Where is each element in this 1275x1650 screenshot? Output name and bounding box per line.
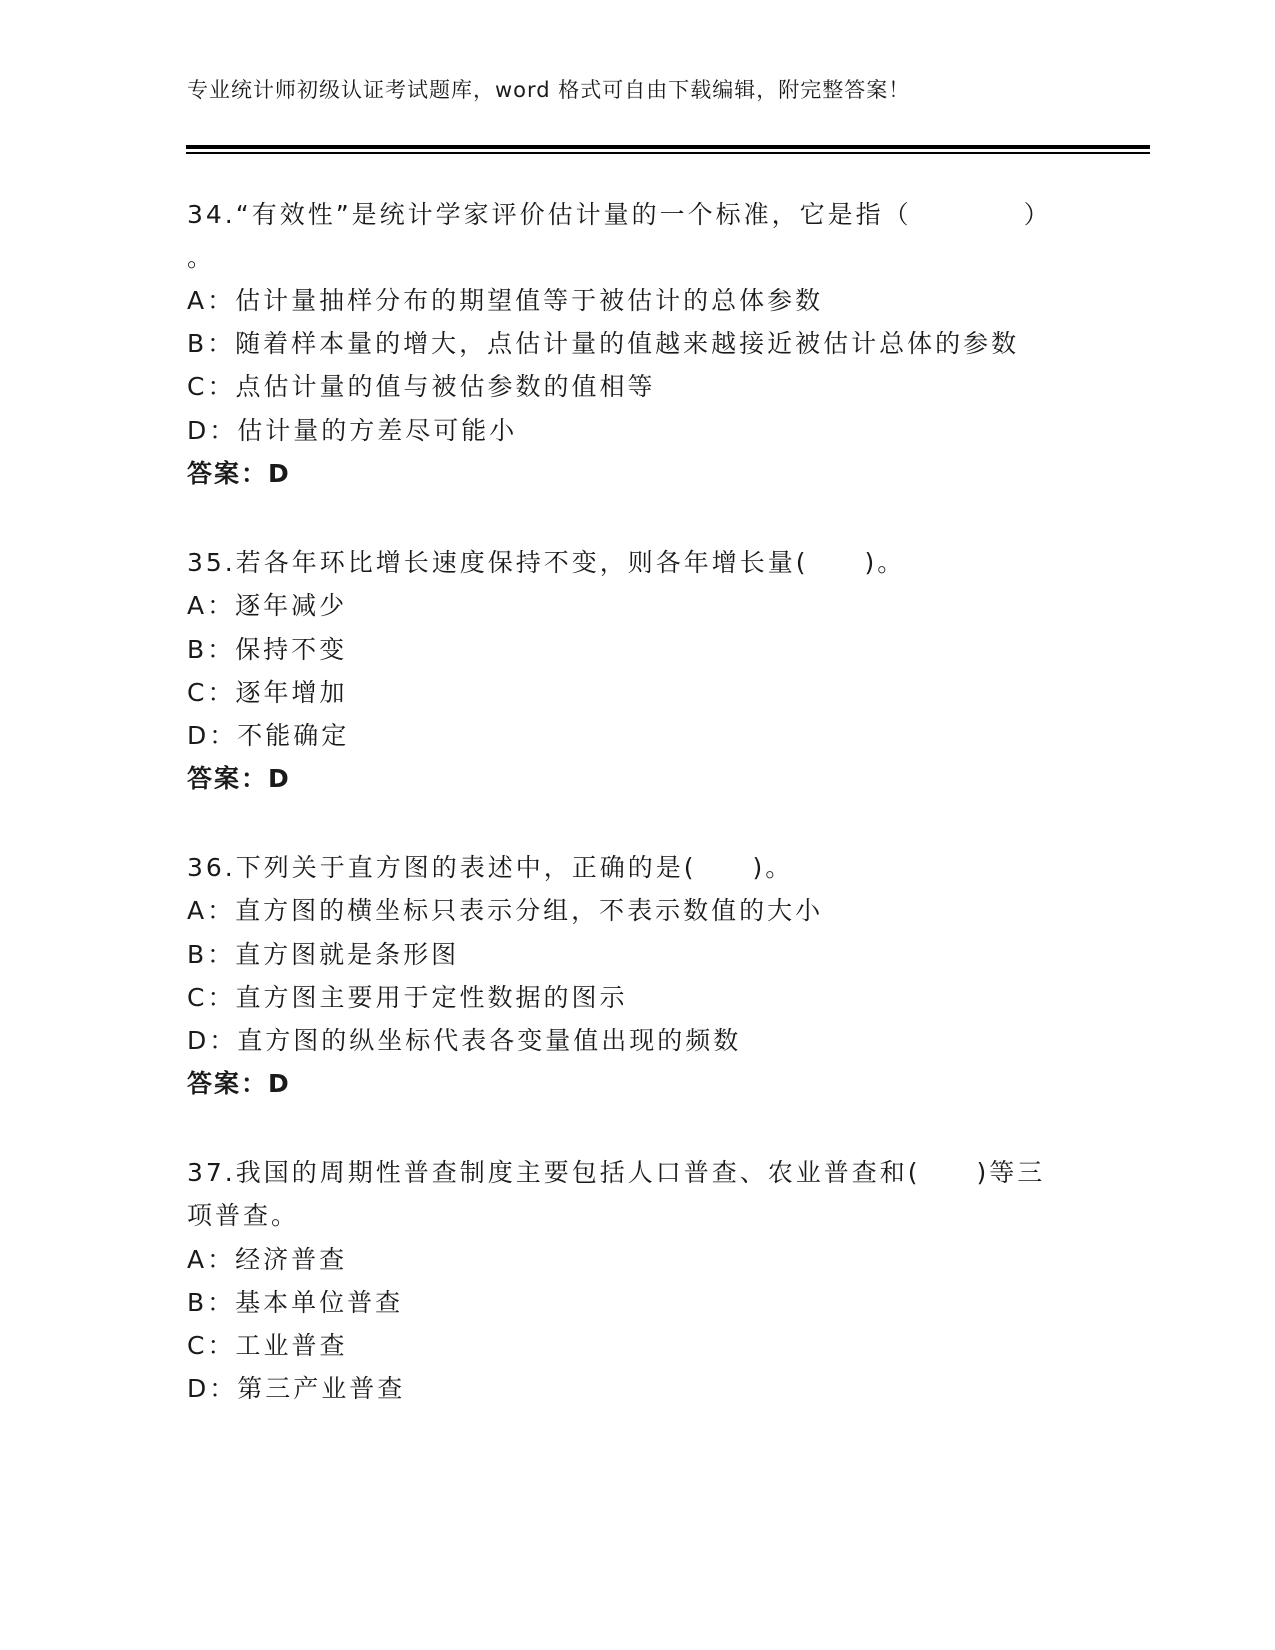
- question-34-stem-continued: 。: [187, 243, 216, 272]
- question-36-option-c: C：直方图主要用于定性数据的图示: [187, 983, 628, 1012]
- question-34-option-c: C：点估计量的值与被估参数的值相等: [187, 372, 656, 401]
- question-34-stem: 34.“有效性”是统计学家评价估计量的一个标准，它是指（ ）: [187, 200, 1052, 229]
- question-36-option-b: B：直方图就是条形图: [187, 940, 460, 969]
- page-header: 专业统计师初级认证考试题库，word 格式可自由下载编辑，附完整答案！: [187, 78, 911, 102]
- question-35-option-c: C：逐年增加: [187, 678, 348, 707]
- question-37-stem: 37.我国的周期性普查制度主要包括人口普查、农业普查和( )等三: [187, 1158, 1046, 1187]
- question-37-stem-continued: 项普查。: [187, 1201, 300, 1230]
- question-35-answer: 答案：D: [187, 764, 291, 793]
- question-35-option-b: B：保持不变: [187, 635, 348, 664]
- question-35-stem: 35.若各年环比增长速度保持不变，则各年增长量( )。: [187, 548, 906, 577]
- question-36-option-d: D：直方图的纵坐标代表各变量值出现的频数: [187, 1026, 742, 1055]
- question-37-option-a: A：经济普查: [187, 1245, 348, 1274]
- header-rule-thin: [186, 152, 1150, 154]
- question-36-option-a: A：直方图的横坐标只表示分组，不表示数值的大小: [187, 896, 824, 925]
- question-36-answer: 答案：D: [187, 1069, 291, 1098]
- question-36-stem: 36.下列关于直方图的表述中，正确的是( )。: [187, 853, 794, 882]
- question-37-option-d: D：第三产业普查: [187, 1374, 406, 1403]
- question-34-option-d: D：估计量的方差尽可能小: [187, 416, 518, 445]
- question-34-option-a: A：估计量抽样分布的期望值等于被估计的总体参数: [187, 286, 824, 315]
- question-34-option-b: B：随着样本量的增大，点估计量的值越来越接近被估计总体的参数: [187, 329, 1020, 358]
- question-35-option-a: A：逐年减少: [187, 591, 348, 620]
- header-rule-thick: [186, 145, 1150, 149]
- question-35-option-d: D：不能确定: [187, 721, 350, 750]
- question-34-answer: 答案：D: [187, 459, 291, 488]
- question-37-option-c: C：工业普查: [187, 1331, 348, 1360]
- question-37-option-b: B：基本单位普查: [187, 1288, 404, 1317]
